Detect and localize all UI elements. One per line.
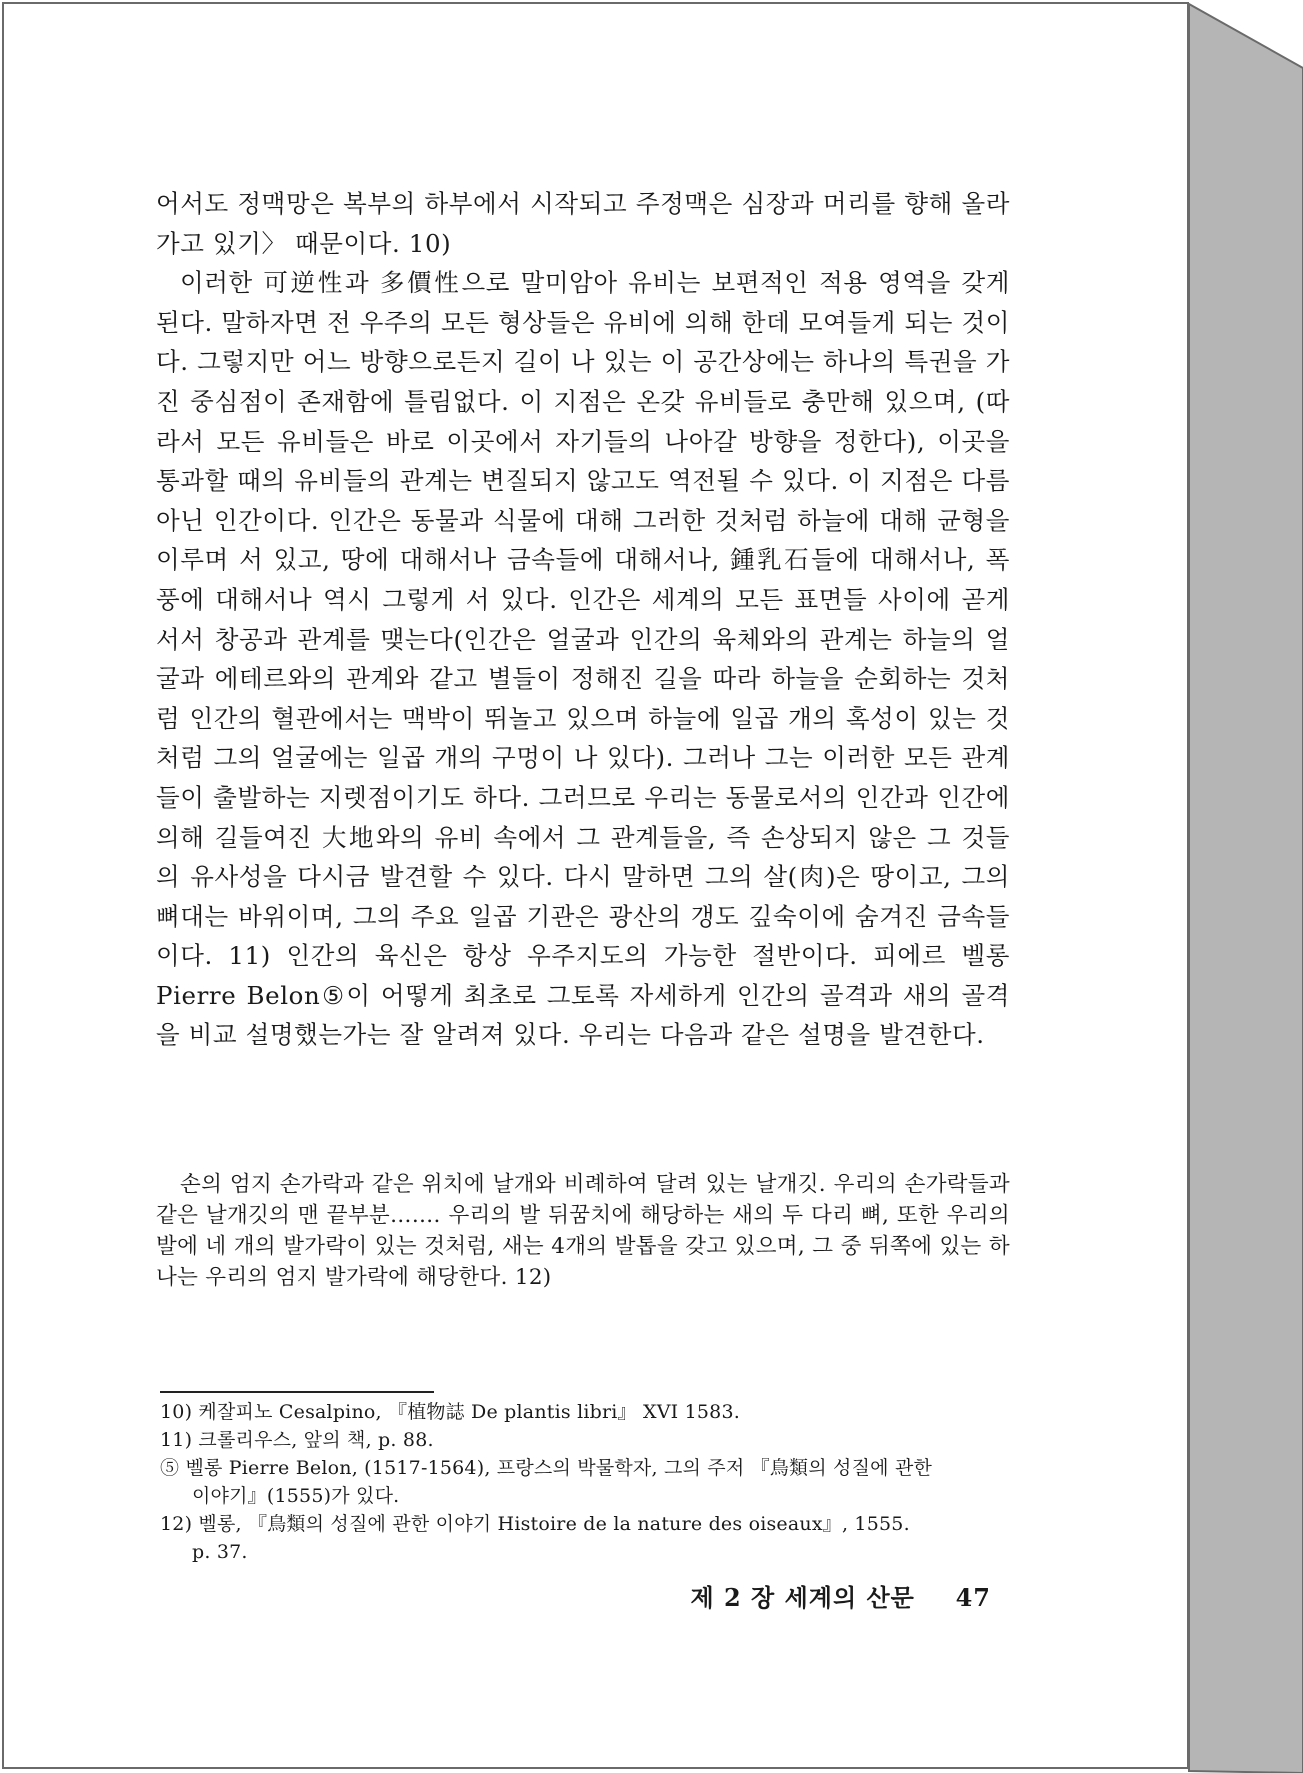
footnote-text: 11) 크롤리우스, 앞의 책, p. 88. [160,1429,434,1451]
footnote-text: 10) 케잘피노 Cesalpino, 『植物誌 De plantis libri』 XVI 1583. [160,1401,740,1423]
chapter-title: 제 2 장 세계의 산문 [690,1583,915,1612]
footnote-text: ⑤ 벨롱 Pierre Belon, (1517-1564), 프랑스의 박물학자, 그의 주저 『鳥類의 성질에 관한 [160,1457,933,1479]
paragraph-1: 어서도 정맥망은 복부의 하부에서 시작되고 주정맥은 심장과 머리를 향해 올라가고 있기〉 때문이다. 10) [156,189,1010,258]
page-footer [690,1578,991,1613]
footnotes [160,1398,1010,1566]
footnote-continuation: p. 37. [192,1541,248,1563]
footnote-10 [160,1398,1010,1426]
block-quote [156,1169,1010,1293]
footnote-continuation: 이야기』(1555)가 있다. [192,1485,400,1507]
footnote-12 [160,1510,1010,1566]
footnote-11 [160,1426,1010,1454]
footnote-text: 12) 벨롱, 『鳥類의 성질에 관한 이야기 Histoire de la nature des oiseaux』, 1555. [160,1513,910,1535]
footnote-divider [160,1391,434,1393]
page-number: 47 [955,1583,991,1612]
body-text [156,184,1010,1055]
quote-text: 손의 엄지 손가락과 같은 위치에 날개와 비례하여 달려 있는 날개깃. 우리의 손가락들과 같은 날개깃의 맨 끝부분……. 우리의 발 뒤꿈치에 해당하는 새의 두 다리 뼈, 또한 우리의 발에 네 개의 발가락이 있는 것처럼, 새는 4개의 발톱을 갖고 있으며, 그 중 뒤쪽에 있는 하나는 우리의 엄지 발가락에 해당한다. 12) [156,1172,1010,1290]
paragraph-2: 이러한 可逆性과 多價性으로 말미암아 유비는 보편적인 적용 영역을 갖게 된다. 말하자면 전 우주의 모든 형상들은 유비에 의해 한데 모여들게 되는 것이다. 그렇지만 어느 방향으로든지 길이 나 있는 이 공간상에는 하나의 특권을 가진 중심점이 존재함에 틀림없다. 이 지점은 온갖 유비들로 충만해 있으며, (따라서 모든 유비들은 바로 이곳에서 자기들의 나아갈 방향을 정한다), 이곳을 통과할 때의 유비들의 관계는 변질되지 않고도 역전될 수 있다. 이 지점은 다름 아닌 인간이다. 인간은 동물과 식물에 대해 그러한 것처럼 하늘에 대해 균형을 이루며 서 있고, 땅에 대해서나 금속들에 대해서나, 鍾乳石들에 대해서나, 폭풍에 대해서나 역시 그렇게 서 있다. 인간은 세계의 모든 표면들 사이에 곧게 서서 창공과 관계를 맺는다(인간은 얼굴과 인간의 육체와의 관계는 하늘의 얼굴과 에테르와의 관계와 같고 별들이 정해진 길을 따라 하늘을 순회하는 것처럼 인간의 혈관에서는 맥박이 뛰놀고 있으며 하늘에 일곱 개의 혹성이 있는 것처럼 그의 얼굴에는 일곱 개의 구멍이 나 있다). 그러나 그는 이러한 모든 관계들이 출발하는 지렛점이기도 하다. 그러므로 우리는 동물로서의 인간과 인간에 의해 길들여진 大地와의 유비 속에서 그 관계들을, 즉 손상되지 않은 그 것들의 유사성을 다시금 발견할 수 있다. 다시 말하면 그의 살(肉)은 땅이고, 그의 뼈대는 바위이며, 그의 주요 일곱 기관은 광산의 갱도 깊숙이에 숨겨진 금속들이다. 11) 인간의 육신은 항상 우주지도의 가능한 절반이다. 피에르 벨롱 Pierre Belon⑤이 어떻게 최초로 그토록 자세하게 인간의 골격과 새의 골격을 비교 설명했는가는 잘 알려져 있다. 우리는 다음과 같은 설명을 발견한다. [156,268,1010,1050]
footnote-5 [160,1454,1010,1510]
